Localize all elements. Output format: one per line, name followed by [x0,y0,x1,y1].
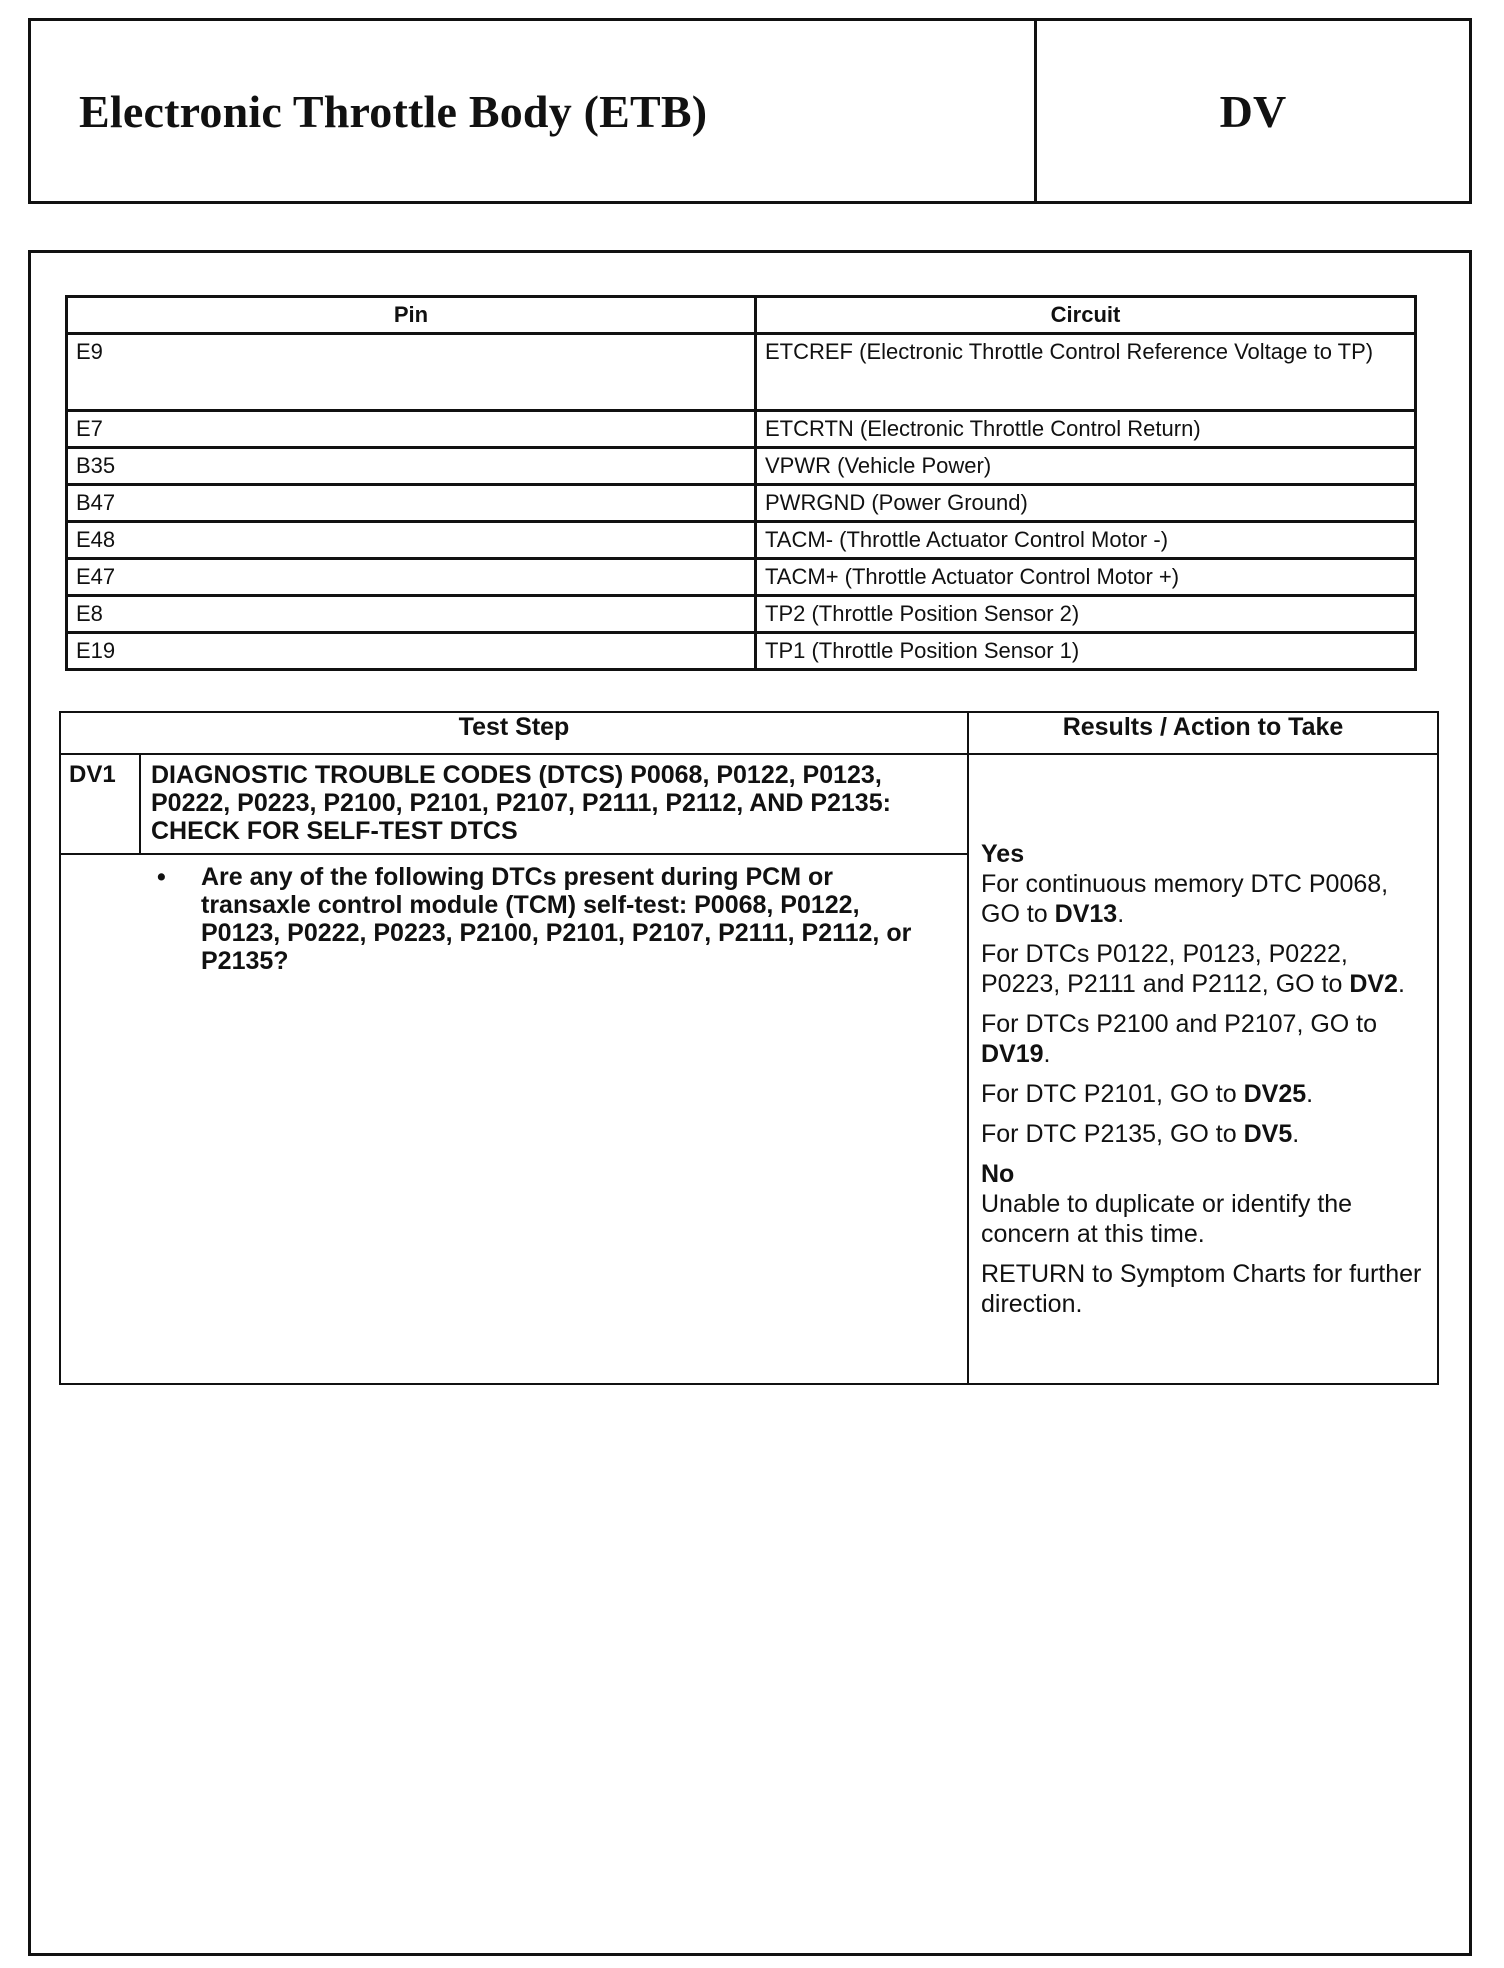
step-reference: DV25 [1243,1080,1307,1108]
result-item: Unable to duplicate or identify the concern at this time. [981,1190,1353,1248]
section-code: DV [1219,85,1287,137]
table-row [67,485,1416,522]
circuit-cell: TP2 (Throttle Position Sensor 2) [756,596,1416,633]
results-spacer [981,755,1427,839]
pin-cell: E7 [67,411,756,448]
circuit-cell: PWRGND (Power Ground) [756,485,1416,522]
question-item [91,863,943,975]
circuit-cell: VPWR (Vehicle Power) [756,448,1416,485]
pin-cell: E19 [67,633,756,670]
table-row [67,334,1416,411]
question-cell [60,854,968,1384]
title-cell [31,21,1037,201]
pin-cell: B35 [67,448,756,485]
pin-header: Pin [67,297,756,334]
table-row [67,596,1416,633]
pin-cell: B47 [67,485,756,522]
result-item: For continuous memory DTC P0068, GO to DV13. [981,870,1389,928]
circuit-header: Circuit [756,297,1416,334]
table-row [67,522,1416,559]
result-item: For DTCs P2100 and P2107, GO to DV19. [981,1010,1378,1068]
result-item: For DTC P2135, GO to DV5. [981,1120,1300,1148]
step-reference: DV5 [1243,1120,1293,1148]
yes-label: Yes [981,840,1025,868]
test-step-table [59,711,1439,1385]
bullet-icon: • [157,863,166,891]
circuit-cell: ETCRTN (Electronic Throttle Control Return) [756,411,1416,448]
result-item: For DTC P2101, GO to DV25. [981,1080,1314,1108]
no-label: No [981,1160,1015,1188]
step-id: DV1 [60,754,140,854]
step-heading-row [60,754,1438,854]
table-header-row [60,712,1438,754]
step-reference: DV13 [1054,900,1118,928]
pin-circuit-table [65,295,1417,671]
results-cell [968,754,1438,1384]
header-box [28,18,1472,204]
code-cell [1037,21,1469,201]
content-frame [28,250,1472,1956]
step-heading: DIAGNOSTIC TROUBLE CODES (DTCS) P0068, P0122, P0123, P0222, P0223, P2100, P2101, P2107, P2111, P2112, AND P2135: CHECK FOR SELF-TEST DTCS [140,754,968,854]
step-reference: DV19 [981,1040,1044,1068]
circuit-cell: ETCREF (Electronic Throttle Control Reference Voltage to TP) [756,334,1416,411]
table-header-row [67,297,1416,334]
pin-cell: E9 [67,334,756,411]
page-title: Electronic Throttle Body (ETB) [79,85,708,137]
circuit-cell: TP1 (Throttle Position Sensor 1) [756,633,1416,670]
circuit-cell: TACM+ (Throttle Actuator Control Motor +) [756,559,1416,596]
pin-cell: E8 [67,596,756,633]
question-text: Are any of the following DTCs present during PCM or transaxle control module (TCM) self-test: P0068, P0122, P0123, P0222, P0223, P2100, P2101, P2107, P2111, P2112, or P2135? [201,863,912,975]
test-step-header: Test Step [60,712,968,754]
pin-cell: E48 [67,522,756,559]
table-row [67,633,1416,670]
result-item: RETURN to Symptom Charts for further direction. [981,1260,1422,1318]
results-header: Results / Action to Take [968,712,1438,754]
pin-cell: E47 [67,559,756,596]
table-row [67,559,1416,596]
circuit-cell: TACM- (Throttle Actuator Control Motor -) [756,522,1416,559]
table-row [67,411,1416,448]
step-reference: DV2 [1349,970,1398,998]
result-item: For DTCs P0122, P0123, P0222, P0223, P2111 and P2112, GO to DV2. [981,940,1405,998]
table-row [67,448,1416,485]
